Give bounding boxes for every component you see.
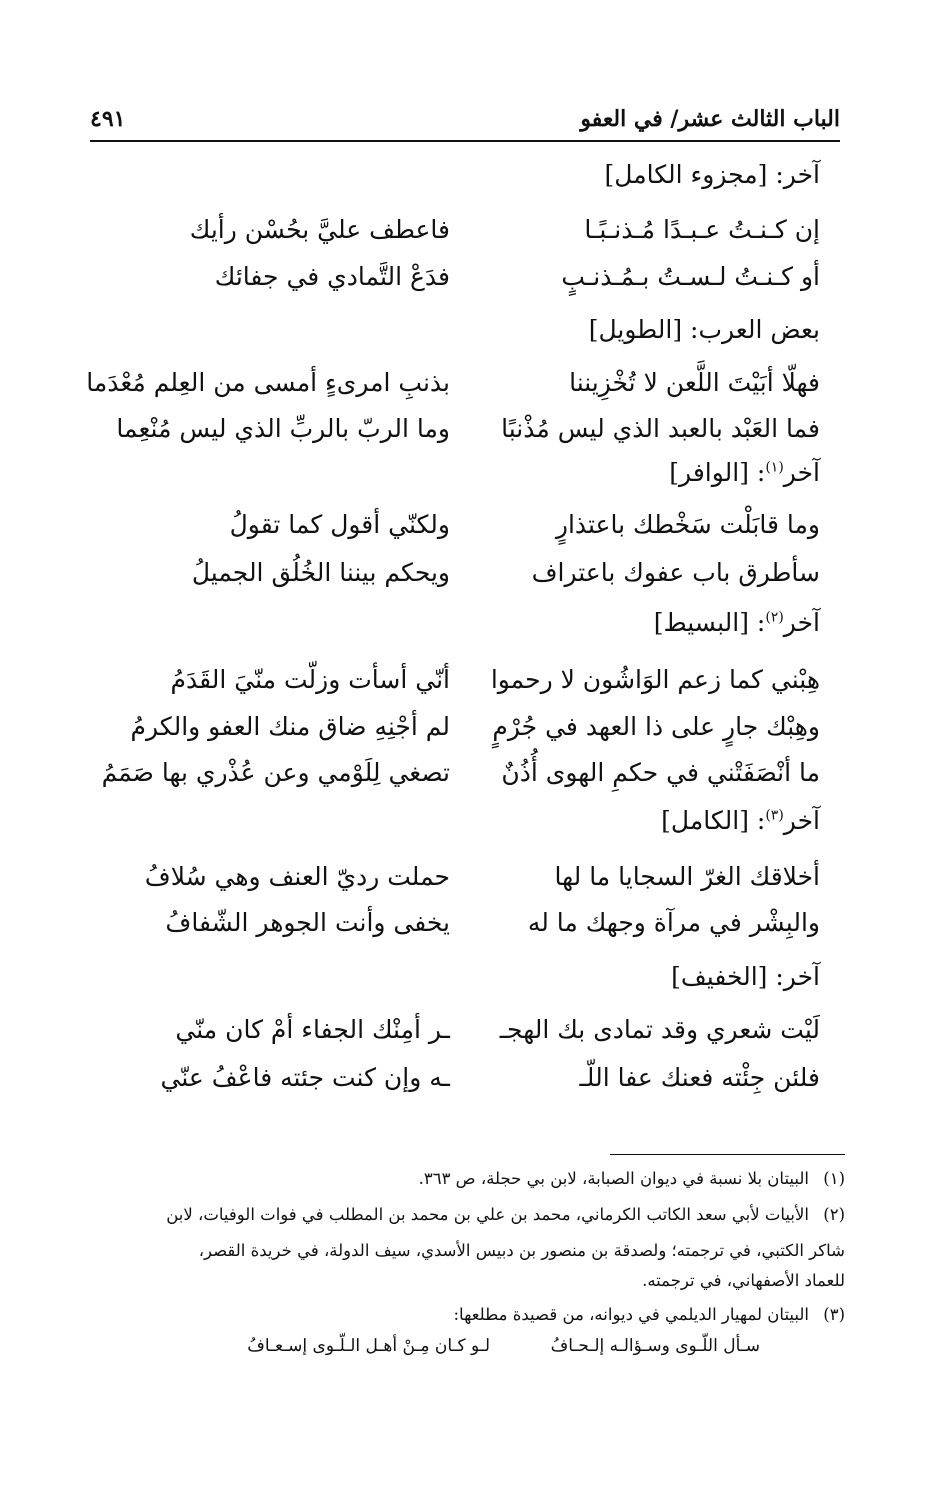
section-intro: آخر$^{(٢)}$: [البسيط] [653,608,820,637]
verse-second-hemistich: فدَعْ التَّمادي في جفائك [214,262,450,291]
footnote-marker: (٢) [765,609,784,626]
verse-first-hemistich: فما العَبْد بالعبد الذي ليس مُذْنبًا [501,414,820,443]
footnote-number: (١) [823,1169,845,1188]
footnote-rule [610,1154,845,1155]
footnote-verse-second: لـو كـان مِـنْ أهـل الـلّـوى إسـعـافُ [247,1336,490,1356]
verse-first-hemistich: وهِبْك جارٍ على ذا العهد في جُرْمٍ [492,712,820,741]
footnote [80,1300,845,1329]
verse-first-hemistich: أو كـنـتُ لـسـتُ بـمُـذنـبٍ [561,262,820,291]
verse-first-hemistich: أخلاقك الغرّ السجايا ما لها [554,862,820,891]
page-number: ٤٩١ [90,106,126,132]
verse-first-hemistich: إن كـنـتُ عـبـدًا مُـذنـبًـا [584,215,820,244]
footnote-verse-first: سـأل اللّـوى وسـؤالـه إلـحـافُ [550,1336,760,1356]
chapter-title: الباب الثالث عشر/ في العفو [580,106,840,132]
footnote-continuation: شاكر الكتبي، في ترجمته؛ ولصدقة بن منصور بن دبيس الأسدي، سيف الدولة، في خريدة القصر، [198,1241,845,1260]
section-intro: آخر$^{(١)}$: [الوافر] [669,458,820,487]
verse-second-hemistich: يخفى وأنت الجوهر الشّفافُ [165,908,450,937]
footnote-text: الأبيات لأبي سعد الكاتب الكرماني، محمد بن علي بن محمد بن المطلب في فوات الوفيات، لابن [166,1205,809,1224]
footnote-marker: (٣) [765,807,784,824]
verse-first-hemistich: فلئن جِئْته فعنك عفا اللّـ [579,1063,820,1092]
verse-second-hemistich: فاعطف عليَّ بحُسْن رأيك [189,215,450,244]
section-intro: آخر: [مجزوء الكامل] [604,160,820,189]
verse-second-hemistich: بذنبِ امرىءٍ أمسى من العِلم مُعْدَما [86,368,450,397]
verse-second-hemistich: أنّي أسأت وزلّت منّيَ القَدَمُ [170,665,450,694]
verse-first-hemistich: وما قابَلْت سَخْطك باعتذارٍ [555,510,820,539]
footnote-number: (٢) [823,1205,845,1224]
verse-first-hemistich: ما أنْصَفَتْني في حكمِ الهوى أُذُنٌ [501,758,820,787]
verse-first-hemistich: والبِشْر في مرآة وجهك ما له [527,908,820,937]
header-rule [90,140,840,142]
verse-first-hemistich: سأطرق باب عفوك باعتراف [531,558,820,587]
verse-first-hemistich: هِبْني كما زعم الوَاشُون لا رحموا [490,665,820,694]
footnote-continuation: للعماد الأصفهاني، في ترجمته. [642,1271,845,1290]
section-intro: آخر$^{(٣)}$: [الكامل] [661,806,820,835]
footnote [80,1164,845,1193]
verse-second-hemistich: وما الربّ بالربِّ الذي ليس مُنْعِما [116,414,450,443]
verse-second-hemistich: لم أجْنِهِ ضاق منك العفو والكرمُ [130,712,450,741]
footnote-number: (٣) [823,1305,845,1324]
verse-second-hemistich: ويحكم بيننا الخُلُق الجميلُ [191,558,450,587]
verse-second-hemistich: ـر أمِنْك الجفاء أمْ كان منّي [175,1015,450,1044]
verse-second-hemistich: ـه وإن كنت جئته فاعْفُ عنّي [160,1063,450,1092]
verse-first-hemistich: لَيْت شعري وقد تمادى بك الهجـ [499,1015,820,1044]
footnote-text: البيتان لمهيار الديلمي في ديوانه، من قصيدة مطلعها: [453,1305,809,1324]
verse-second-hemistich: تصغي لِلَوْمي وعن عُذْري بها صَمَمُ [101,758,450,787]
verse-second-hemistich: ولكنّي أقول كما تقولُ [229,510,450,539]
footnote-marker: (١) [765,459,784,476]
section-intro: بعض العرب: [الطويل] [588,315,820,344]
footnote-text: البيتان بلا نسبة في ديوان الصبابة، لابن بي حجلة، ص ٣٦٣. [418,1169,809,1188]
verse-second-hemistich: حملت رديّ العنف وهي سُلافُ [144,862,450,891]
running-header [90,92,840,132]
section-intro: آخر: [الخفيف] [671,962,820,991]
verse-first-hemistich: فهلّا أبَيْتَ اللَّعن لا تُخْزِيننا [569,368,820,397]
footnote [80,1200,845,1229]
